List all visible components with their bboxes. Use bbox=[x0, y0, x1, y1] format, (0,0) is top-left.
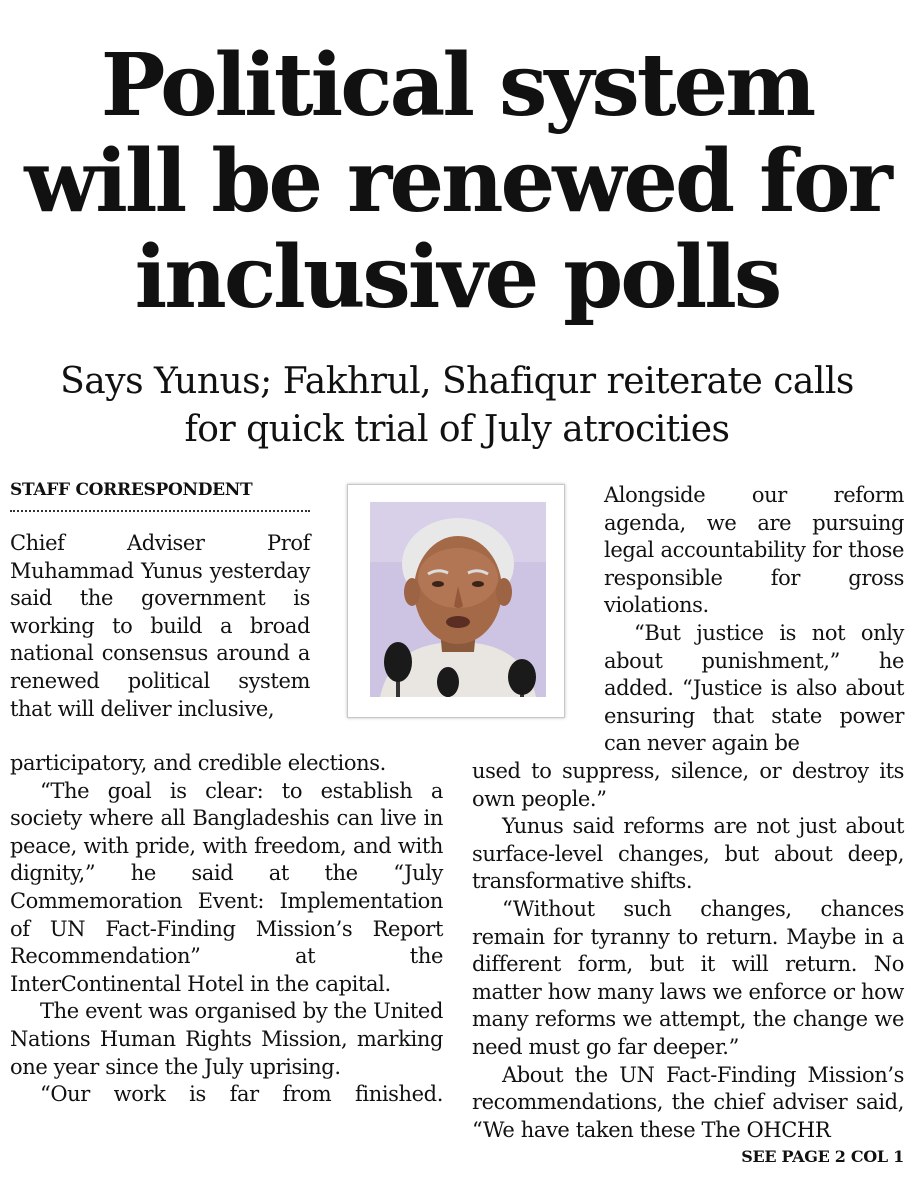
subheadline bbox=[0, 358, 914, 454]
column-2-bottom bbox=[472, 758, 904, 1144]
column-1-top bbox=[10, 530, 310, 723]
subheadline-line-2: for quick trial of July atrocities bbox=[184, 409, 730, 450]
article-paragraph: About the UN Fact-Finding Mission’s recommendations, the chief adviser said, “We have taken these The OHCHR bbox=[472, 1062, 904, 1142]
continued-on-page-label: SEE PAGE 2 COL 1 bbox=[741, 1147, 904, 1166]
article-paragraph: Alongside our reform agenda, we are pursuing legal accountability for those responsible for gross violations. bbox=[604, 483, 904, 618]
headline bbox=[0, 35, 914, 328]
article-paragraph: “But justice is not only about punishment,” he added. “Justice is also about ensuring that state power can never again be bbox=[604, 620, 904, 756]
subheadline-line-1: Says Yunus; Fakhrul, Shafiqur reiterate calls bbox=[60, 361, 854, 402]
byline-divider bbox=[10, 510, 310, 512]
headline-line-1: Political system bbox=[100, 35, 814, 136]
article-paragraph: “The goal is clear: to establish a society where all Bangladeshis can live in peace, with pride, with freedom, and with dignity,” he said at the “July Commemoration Event: Implementation of UN Fact-Finding Mission’s Report Recommendation” at the InterContinental Hotel in the capital. bbox=[10, 778, 443, 996]
article-paragraph: Chief Adviser Prof Muhammad Yunus yesterday said the government is working to build a broad national consensus around a renewed political system that will deliver inclusive, bbox=[10, 531, 310, 721]
headline-line-3: inclusive polls bbox=[134, 227, 780, 328]
column-2-top bbox=[604, 482, 904, 758]
column-1-bottom bbox=[10, 750, 443, 1109]
portrait-photo-icon bbox=[370, 502, 546, 697]
article-paragraph: participatory, and credible elections. bbox=[10, 751, 386, 775]
article-paragraph: The event was organised by the United Nations Human Rights Mission, marking one year since the July uprising. bbox=[10, 999, 443, 1079]
article-paragraph: used to suppress, silence, or destroy its own people.” bbox=[472, 759, 904, 811]
article-paragraph: “Our work is far from finished. bbox=[40, 1082, 443, 1107]
article-paragraph: “Without such changes, chances remain for tyranny to return. Maybe in a different form, but it will return. No matter how many laws we enforce or how many reforms we attempt, the change we need must go far deeper.” bbox=[472, 896, 904, 1059]
byline: STAFF CORRESPONDENT bbox=[10, 480, 253, 500]
headline-line-2: will be renewed for bbox=[24, 131, 890, 232]
article-paragraph: Yunus said reforms are not just about surface-level changes, but about deep, transformative shifts. bbox=[472, 814, 904, 894]
